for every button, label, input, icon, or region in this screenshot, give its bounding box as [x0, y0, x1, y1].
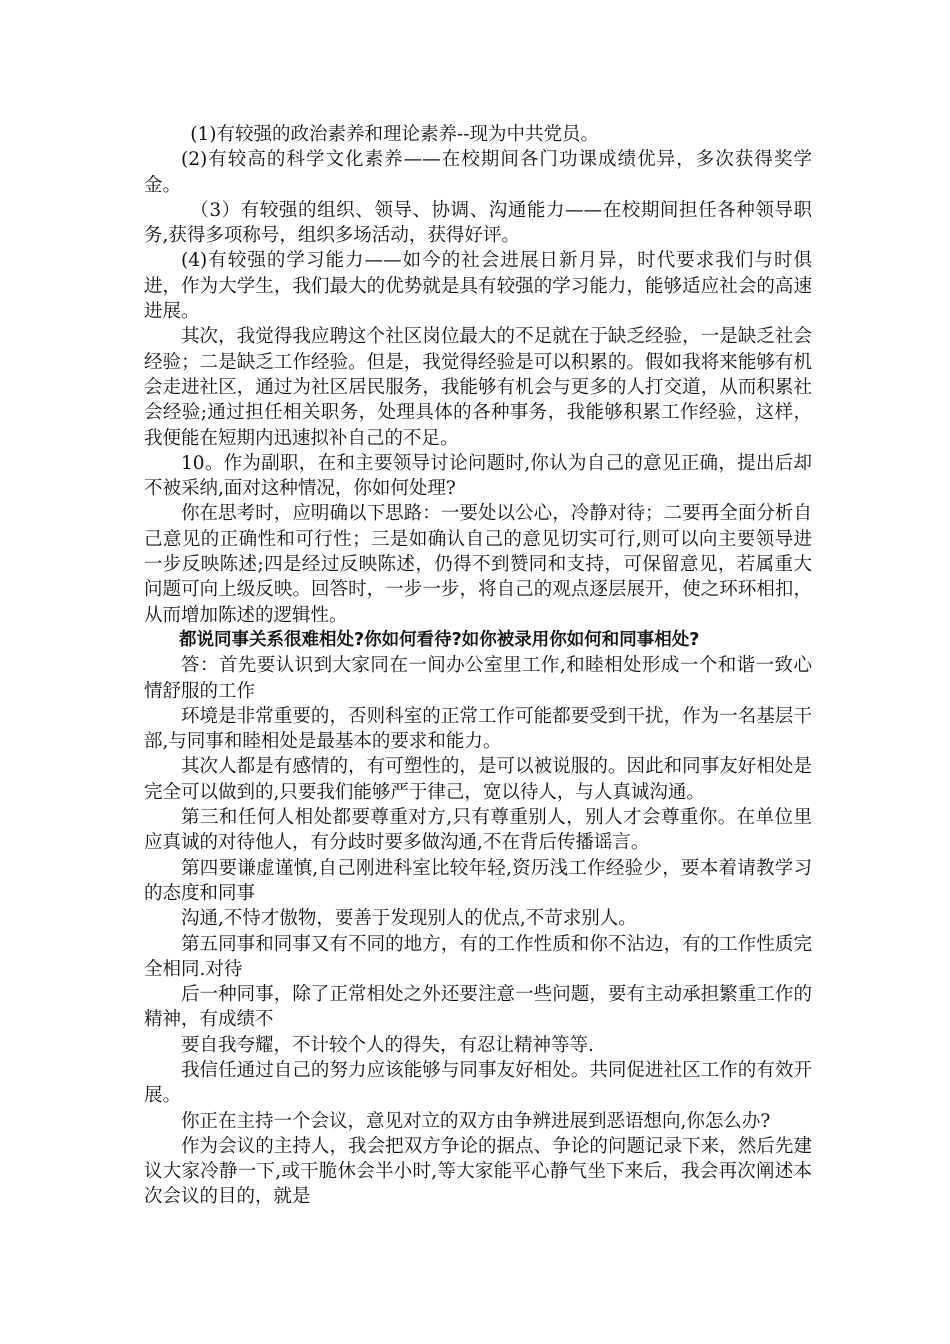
paragraph: 第五同事和同事又有不同的地方，有的工作性质和你不沾边，有的工作性质完全相同.对待	[144, 933, 812, 980]
paragraph: 你在思考时，应明确以下思路：一要处以公心，冷静对待；二要再全面分析自己意见的正确性和可行性；三是如确认自己的意见切实可行,则可以向主要领导进一步反映陈述;四是经过反映陈述，仍得不到赞同和支持，可保留意见，若属重大问题可向上级反映。回答时，一步一步，将自己的观点逐层展开，使之环环相扣，从而增加陈述的逻辑性。	[144, 503, 812, 626]
paragraph: 要自我夸耀，不计较个人的得失，有忍让精神等等.	[181, 1034, 594, 1056]
paragraph: (1)有较强的政治素养和理论素养--现为中共党员。	[190, 124, 599, 145]
document-page	[144, 122, 812, 1210]
paragraph: （3）有较强的组织、领导、协调、沟通能力——在校期间担任各种领导职务,获得多项称号，组织多场活动，获得好评。	[144, 199, 812, 247]
paragraph: 环境是非常重要的，否则科室的正常工作可能都要受到干扰，作为一名基层干部,与同事和睦相处是最基本的要求和能力。	[144, 705, 812, 753]
paragraph: 答：首先要认识到大家同在一间办公室里工作,和睦相处形成一个和谐一致心情舒服的工作	[144, 655, 812, 702]
paragraph: 第四要谦虚谨慎,自己刚进科室比较年轻,资历浅工作经验少，要本着请教学习的态度和同事	[144, 857, 812, 904]
paragraph: 第三和任何人相处都要尊重对方,只有尊重别人，别人才会尊重你。在单位里应真诚的对待他人，有分歧时要多做沟通,不在背后传播谣言。	[144, 807, 812, 854]
paragraph: 后一种同事，除了正常相处之外还要注意一些问题，要有主动承担繁重工作的精神，有成绩不	[144, 984, 812, 1031]
paragraph: (2)有较高的科学文化素养——在校期间各门功课成绩优异，多次获得奖学金。	[144, 149, 812, 196]
bold-question-heading: 都说同事关系很难相处?你如何看待?如你被录用你如何和同事相处?	[179, 629, 700, 650]
paragraph: 其次，我觉得我应聘这个社区岗位最大的不足就在于缺乏经验，一是缺乏社会经验；二是缺乏工作经验。但是，我觉得经验是可以积累的。假如我将来能够有机会走进社区，通过为社区居民服务，我能够有机会与更多的人打交道，从而积累社会经验;通过担任相关职务，处理具体的各种事务，我能够积累工作经验，这样，我便能在短期内迅速拟补自己的不足。	[144, 326, 812, 449]
paragraph: (4)有较强的学习能力——如今的社会进展日新月异，时代要求我们与时俱进，作为大学生，我们最大的优势就是具有较强的学习能力，能够适应社会的高速进展。	[144, 250, 812, 323]
paragraph: 其次人都是有感情的，有可塑性的，是可以被说服的。因此和同事友好相处是完全可以做到的,只要我们能够严于律己，宽以待人，与人真诚沟通。	[144, 756, 812, 803]
paragraph: 我信任通过自己的努力应该能够与同事友好相处。共同促进社区工作的有效开展。	[144, 1059, 812, 1107]
question-paragraph: 10。作为副职，在和主要领导讨论问题时,你认为自己的意见正确，提出后却不被采纳,面对这种情况，你如何处理?	[144, 452, 812, 500]
paragraph: 作为会议的主持人，我会把双方争论的据点、争论的问题记录下来，然后先建议大家冷静一下,或干脆休会半小时,等大家能平心静气坐下来后，我会再次阐述本次会议的目的，就是	[144, 1135, 812, 1208]
question-paragraph: 你正在主持一个会议，意见对立的双方由争辨进展到恶语想向,你怎么办?	[181, 1110, 771, 1132]
paragraph: 沟通,不恃才傲物，要善于发现别人的优点,不苛求别人。	[181, 908, 637, 930]
